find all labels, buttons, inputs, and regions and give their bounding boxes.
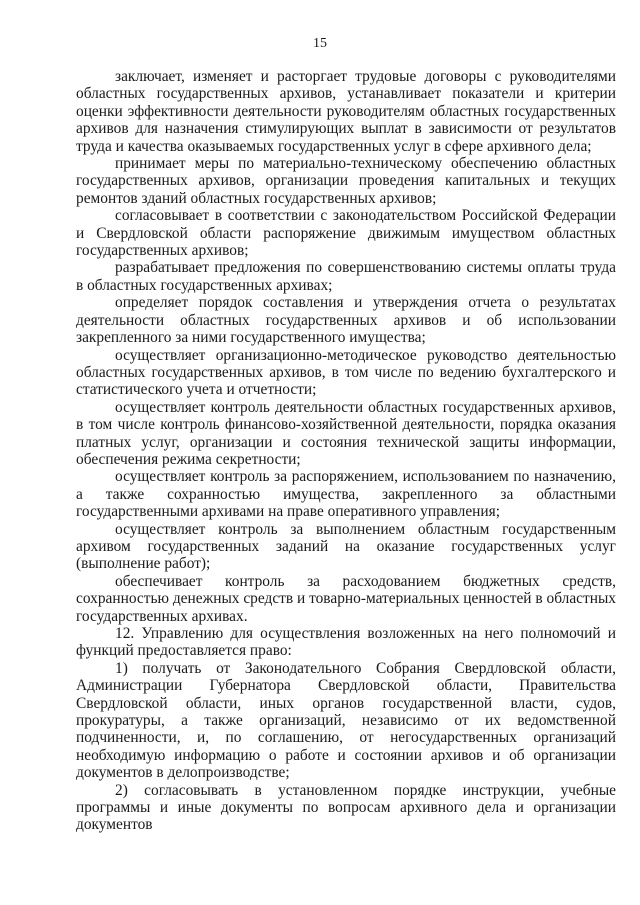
paragraph: заключает, изменяет и расторгает трудовые договоры с руководителями областных государственных архивов, устанавливает показатели и критерии оценки эффективности деятельности руководителям областных государственных архивов для назначения стимулирующих выплат в зависимости от результатов труда и качества оказываемых государственных услуг в сфере архивного дела; — [76, 68, 616, 155]
paragraph: осуществляет контроль деятельности областных государственных архивов, в том числе контроль финансово-хозяйственной деятельности, порядка оказания платных услуг, организации и состояния технической защиты информации, обеспечения режима секретности; — [76, 398, 616, 468]
paragraph: определяет порядок составления и утверждения отчета о результатах деятельности областных государственных архивов и об использовании закрепленного за ними государственного имущества; — [76, 294, 616, 347]
page-number: 15 — [313, 36, 327, 51]
paragraph: согласовывает в соответствии с законодательством Российской Федерации и Свердловской области распоряжение движимым имуществом областных государственных архивов; — [76, 207, 616, 260]
paragraph: 1) получать от Законодательного Собрания Свердловской области, Администрации Губернатора Свердловской области, Правительства Свердловской области, иных органов государственной власти, судов, прокуратуры, а также организаций, независимо от их ведомственной подчиненности, и, по соглашению, от негосударственных организаций необходимую информацию о работе и состоянии архивов и об организации документов в делопроизводстве; — [76, 659, 616, 782]
paragraph: разрабатывает предложения по совершенствованию системы оплаты труда в областных государственных архивах; — [76, 259, 616, 294]
section-paragraph: 12. Управлению для осуществления возложенных на него полномочий и функций предоставляется право: — [76, 625, 616, 660]
paragraph: обеспечивает контроль за расходованием бюджетных средств, сохранностью денежных средств и товарно-материальных ценностей в областных государственных архивах. — [76, 572, 616, 625]
paragraph: осуществляет организационно-методическое руководство деятельностью областных государственных архивов, в том числе по ведению бухгалтерского и статистического учета и отчетности; — [76, 346, 616, 399]
paragraph: принимает меры по материально-техническому обеспечению областных государственных архивов, организации проведения капитальных и текущих ремонтов зданий областных государственных архивов; — [76, 155, 616, 207]
document-body — [76, 68, 616, 834]
paragraph: осуществляет контроль за выполнением областным государственным архивом государственных заданий на оказание государственных услуг (выполнение работ); — [76, 520, 616, 573]
paragraph: осуществляет контроль за распоряжением, использованием по назначению, а также сохранностью имущества, закрепленного за областными государственными архивами на праве оперативного управления; — [76, 468, 616, 521]
paragraph: 2) согласовывать в установленном порядке инструкции, учебные программы и иные документы по вопросам архивного дела и организации документов — [76, 781, 616, 834]
